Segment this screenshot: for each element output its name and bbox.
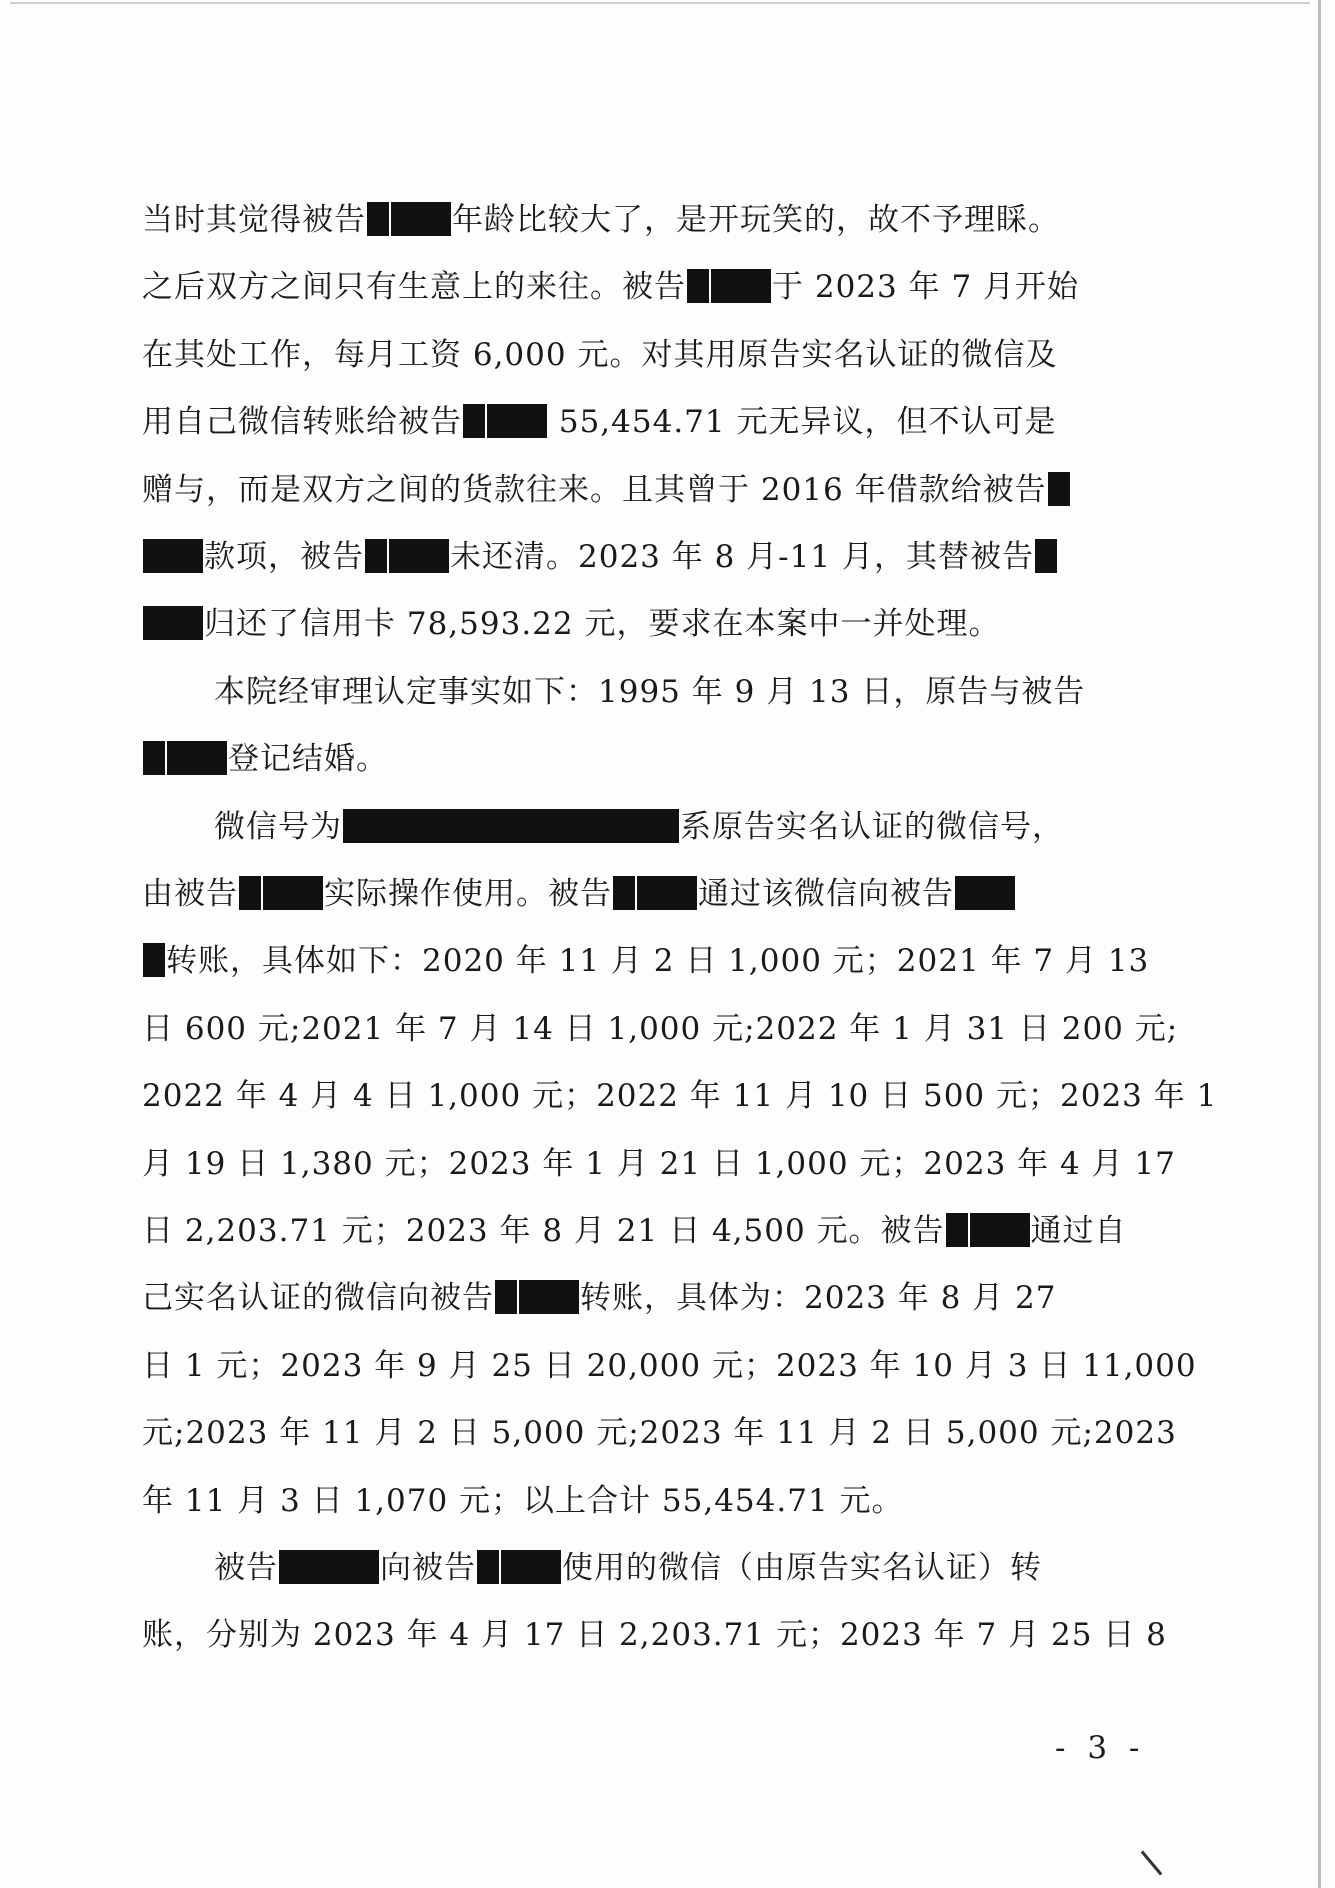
redaction-block xyxy=(143,606,203,640)
text-line xyxy=(214,1548,1042,1588)
text-line xyxy=(142,1346,1197,1386)
redaction-block xyxy=(143,943,165,977)
text-segment: 账，分别为 2023 年 4 月 17 日 2,203.71 元；2023 年 7 月 25 日 8 xyxy=(142,1617,1167,1654)
text-segment: 己实名认证的微信向被告 xyxy=(142,1280,494,1317)
redaction-block xyxy=(279,1550,379,1584)
redaction-block xyxy=(946,1213,968,1247)
text-segment: 登记结婚。 xyxy=(228,741,388,778)
text-line xyxy=(142,1076,1217,1116)
redaction-block xyxy=(1035,539,1057,573)
text-line xyxy=(142,1211,1127,1251)
text-segment: 通过该微信向被告 xyxy=(698,876,954,912)
text-line xyxy=(142,739,388,779)
text-segment: 由被告 xyxy=(142,876,238,912)
text-segment: 转账，具体为：2023 年 8 月 27 xyxy=(580,1280,1057,1317)
text-segment: 系原告实名认证的微信号， xyxy=(680,808,1064,845)
text-segment: 被告 xyxy=(214,1550,278,1586)
text-segment: 款项，被告 xyxy=(204,539,364,575)
text-line xyxy=(142,470,1071,510)
text-line xyxy=(142,335,1057,375)
redaction-block xyxy=(463,404,485,438)
text-line xyxy=(142,1009,1178,1049)
redaction-block xyxy=(487,404,547,438)
redaction-block xyxy=(519,1280,579,1314)
text-line xyxy=(142,537,1058,577)
redaction-block xyxy=(389,539,449,573)
text-segment: 元;2023 年 11 月 2 日 5,000 元;2023 年 11 月 2 日 5,000 元;2023 xyxy=(142,1415,1177,1452)
text-line xyxy=(142,402,1056,442)
redaction-block xyxy=(343,809,679,843)
text-line xyxy=(142,604,1000,644)
text-line xyxy=(142,1278,1056,1318)
text-line xyxy=(214,807,1064,847)
text-line xyxy=(142,1413,1177,1453)
text-segment: 日 600 元;2021 年 7 月 14 日 1,000 元;2022 年 1 月 31 日 200 元; xyxy=(142,1010,1179,1047)
text-segment: 微信号为 xyxy=(214,808,342,845)
text-line xyxy=(214,672,1085,712)
text-segment: 实际操作使用。被告 xyxy=(324,876,612,912)
redaction-block xyxy=(143,539,203,573)
redaction-block xyxy=(955,876,1015,910)
text-segment: 月 19 日 1,380 元；2023 年 1 月 21 日 1,000 元；2023 年 4 月 17 xyxy=(142,1145,1176,1182)
text-line xyxy=(142,941,1149,981)
text-segment: 于 2023 年 7 月开始 xyxy=(772,269,1080,306)
text-segment: 2022 年 4 月 4 日 1,000 元；2022 年 11 月 10 日 500 元；2023 年 1 xyxy=(142,1078,1218,1115)
redaction-block xyxy=(687,269,709,303)
scan-edge-right xyxy=(1318,0,1321,1888)
redaction-block xyxy=(970,1213,1030,1247)
redaction-block xyxy=(365,539,387,573)
text-segment: 用自己微信转账给被告 xyxy=(142,404,462,441)
text-segment: 通过自 xyxy=(1030,1213,1127,1249)
redaction-block xyxy=(613,876,635,910)
text-segment: 年 11 月 3 日 1,070 元；以上合计 55,454.71 元。 xyxy=(142,1482,904,1519)
redaction-block xyxy=(263,876,323,910)
scan-mark xyxy=(1141,1851,1163,1876)
scan-edge-top xyxy=(10,2,1310,4)
redaction-block xyxy=(167,741,227,775)
redaction-block xyxy=(143,741,165,775)
text-segment: 55,454.71 元无异议，但不认可是 xyxy=(548,404,1057,441)
text-segment: 向被告 xyxy=(380,1550,476,1586)
text-segment: 赠与，而是双方之间的货款往来。且其曾于 2016 年借款给被告 xyxy=(142,471,1047,508)
text-line xyxy=(142,267,1079,307)
redaction-block xyxy=(711,269,771,303)
text-line xyxy=(142,874,1016,914)
text-segment: 当时其觉得被告 xyxy=(142,202,366,238)
redaction-block xyxy=(239,876,261,910)
redaction-block xyxy=(495,1280,517,1314)
redaction-block xyxy=(637,876,697,910)
redaction-block xyxy=(477,1550,499,1584)
page-number: - 3 - xyxy=(1055,1730,1146,1766)
text-line xyxy=(142,1615,1167,1655)
text-line xyxy=(142,1481,904,1521)
text-segment: 年龄比较大了，是开玩笑的，故不予理睬。 xyxy=(452,202,1060,238)
text-line xyxy=(142,200,1060,240)
text-segment: 在其处工作，每月工资 6,000 元。对其用原告实名认证的微信及 xyxy=(142,336,1058,373)
redaction-block xyxy=(367,202,389,236)
redaction-block xyxy=(501,1550,561,1584)
text-segment: 未还清。2023 年 8 月-11 月，其替被告 xyxy=(450,539,1034,575)
text-segment: 本院经审理认定事实如下：1995 年 9 月 13 日，原告与被告 xyxy=(214,673,1086,710)
text-segment: 转账，具体如下：2020 年 11 月 2 日 1,000 元；2021 年 7 月 13 xyxy=(166,943,1150,980)
text-segment: 归还了信用卡 78,593.22 元，要求在本案中一并处理。 xyxy=(204,606,1001,643)
text-segment: 之后双方之间只有生意上的来往。被告 xyxy=(142,269,686,306)
redaction-block xyxy=(391,202,451,236)
text-line xyxy=(142,1144,1176,1184)
redaction-block xyxy=(1048,472,1070,506)
text-segment: 使用的微信（由原告实名认证）转 xyxy=(562,1550,1042,1586)
text-segment: 日 2,203.71 元；2023 年 8 月 21 日 4,500 元。被告 xyxy=(142,1213,945,1249)
text-segment: 日 1 元；2023 年 9 月 25 日 20,000 元；2023 年 10 月 3 日 11,000 xyxy=(142,1347,1197,1384)
